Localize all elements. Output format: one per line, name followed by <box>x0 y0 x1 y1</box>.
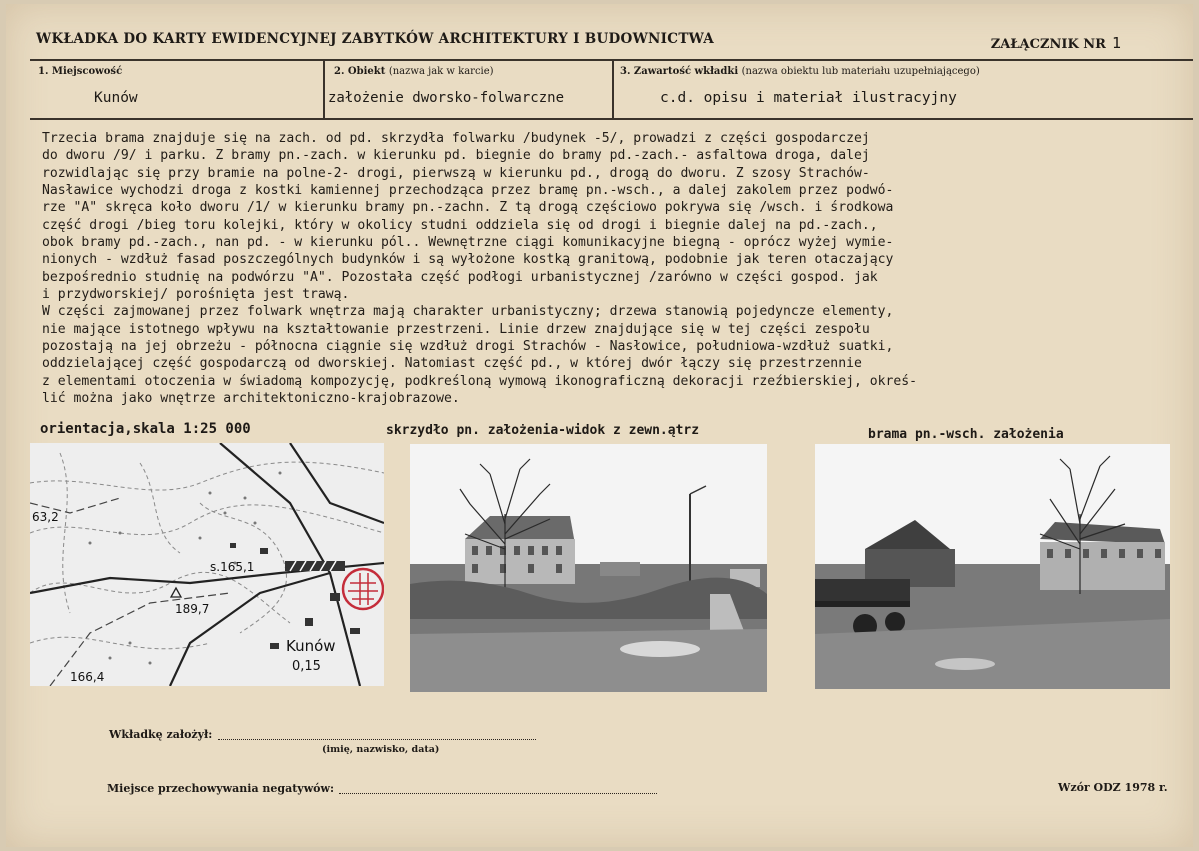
locality-value: Kunów <box>94 90 138 106</box>
description-line: bezpośrednio studnię na podwórzu "A". Pozostała część podłogi urbanistycznej /zarówno w części gospod. jak <box>42 269 878 285</box>
content-label <box>620 66 980 77</box>
object-value: założenie dworsko-folwarczne <box>328 90 565 106</box>
negatives-label: Miejsce przechowywania negatywów: <box>107 782 335 795</box>
map-graphic <box>30 443 384 686</box>
field-divider-2 <box>612 59 614 119</box>
photo-north-wing <box>410 444 767 692</box>
map-elev-3: 189,7 <box>175 602 210 616</box>
locality-label-text: 1. Miejscowość <box>38 66 123 77</box>
attachment-number-value: 1 <box>1111 34 1121 52</box>
description-line: i przydworskiej/ porośnięta jest trawą. <box>42 287 350 303</box>
description-line: lić można jako wnętrze architektoniczno-krajobrazowe. <box>42 391 460 407</box>
photo1-graphic <box>410 444 767 692</box>
object-label-text: 2. Obiekt <box>334 66 386 77</box>
inventory-card <box>6 4 1193 847</box>
map-elev-1: 63,2 <box>32 510 59 524</box>
description-line: rze "A" skręca koło dworu /1/ w kierunku bramy pn.-zachn. Z tą drogą częściowo pokrywa się /wsch. i środkowa <box>42 200 894 216</box>
attachment-label: ZAŁĄCZNIK NR <box>990 37 1106 52</box>
photo1-caption: skrzydło pn. założenia-widok z zewn.ątrz <box>386 423 700 438</box>
description-line: część drogi /bieg toru kolejki, który w okolicy studni oddziela się od drogi i biegnie dalej na pd.-zach., <box>42 217 878 233</box>
content-label-note: (nazwa obiektu lub materiału uzupełniającego) <box>741 66 980 77</box>
map-place-name: Kunów <box>286 637 336 655</box>
description-line: nie mające istotnego wpływu na kształtowanie przestrzeni. Linie drzew znajdujące się w tej części zespołu <box>42 321 870 337</box>
description-line: W części zajmowanej przez folwark wnętrza mają charakter urbanistyczny; drzewa stanowią pojedyncze elementy, <box>42 304 894 320</box>
content-value: c.d. opisu i materiał ilustracyjny <box>660 90 957 106</box>
description-line: pozostają na jej obrzeżu - północna ciągnie się wzdłuż drogi Strachów - Nasłowice, południowa-wzdłuż suatki, <box>42 339 894 355</box>
description-line: obok bramy pd.-zach., nan pd. - w kierunku pól.. Wewnętrzne ciągi komunikacyjne biegną - oprócz wyżej wymie- <box>42 235 894 251</box>
map-elev-4: 166,4 <box>70 670 105 684</box>
description-line: nionych - wzdłuż fasad poszczególnych budynków i są wyłożone kostką granitową, podobnie jak teren otaczający <box>42 252 894 268</box>
object-label-note: (nazwa jak w karcie) <box>388 66 494 77</box>
map-place-elev: 0,15 <box>292 659 321 674</box>
orientation-map <box>30 443 384 686</box>
author-hint: (imię, nazwisko, data) <box>322 744 440 755</box>
attachment-number <box>991 34 1121 52</box>
photo2-caption: brama pn.-wsch. założenia <box>868 427 1064 442</box>
map-caption: orientacja,skala 1:25 000 <box>40 421 251 437</box>
photo-northeast-gate <box>815 444 1170 689</box>
description-line: rozwidlając się przy bramie na polne-2- drogi, pierwszą w kierunku pd., drogą do dworu. Z szosy Strachów- <box>42 165 870 181</box>
author-line <box>218 739 536 740</box>
locality-label <box>38 66 122 77</box>
photo2-graphic <box>815 444 1170 689</box>
description-line: z elementami otoczenia w świadomą kompozycję, podkreśloną wymową ikonograficzną dekoracji rzeźbierskiej, okreś- <box>42 373 918 389</box>
field-divider-1 <box>323 59 325 119</box>
form-number: Wzór ODZ 1978 r. <box>1058 781 1168 794</box>
author-label: Wkładkę założył: <box>109 728 213 741</box>
description-line: do dworu /9/ i parku. Z bramy pn.-zach. w kierunku pd. biegnie do bramy pd.-zach.- asfaltowa droga, dalej <box>42 148 870 164</box>
description-text <box>42 130 1192 408</box>
description-line: Trzecia brama znajduje się na zach. od pd. skrzydła folwarku /budynek -5/, prowadzi z części gospodarczej <box>42 131 870 146</box>
description-line: Nasławice wychodzi droga z kostki kamiennej przechodząca przez bramę pn.-wsch., a dalej zakolem przez podwó- <box>42 183 894 199</box>
card-title: WKŁADKA DO KARTY EWIDENCYJNEJ ZABYTKÓW ARCHITEKTURY I BUDOWNICTWA <box>36 31 715 47</box>
map-elev-2: s.165,1 <box>210 560 255 574</box>
description-line: oddzielającej część gospodarczą od dworskiej. Natomiast część pd., w której dwór łączy się przestrzennie <box>42 356 862 372</box>
content-label-text: 3. Zawartość wkładki <box>620 66 739 77</box>
object-label <box>334 66 494 77</box>
negatives-line <box>339 793 657 794</box>
